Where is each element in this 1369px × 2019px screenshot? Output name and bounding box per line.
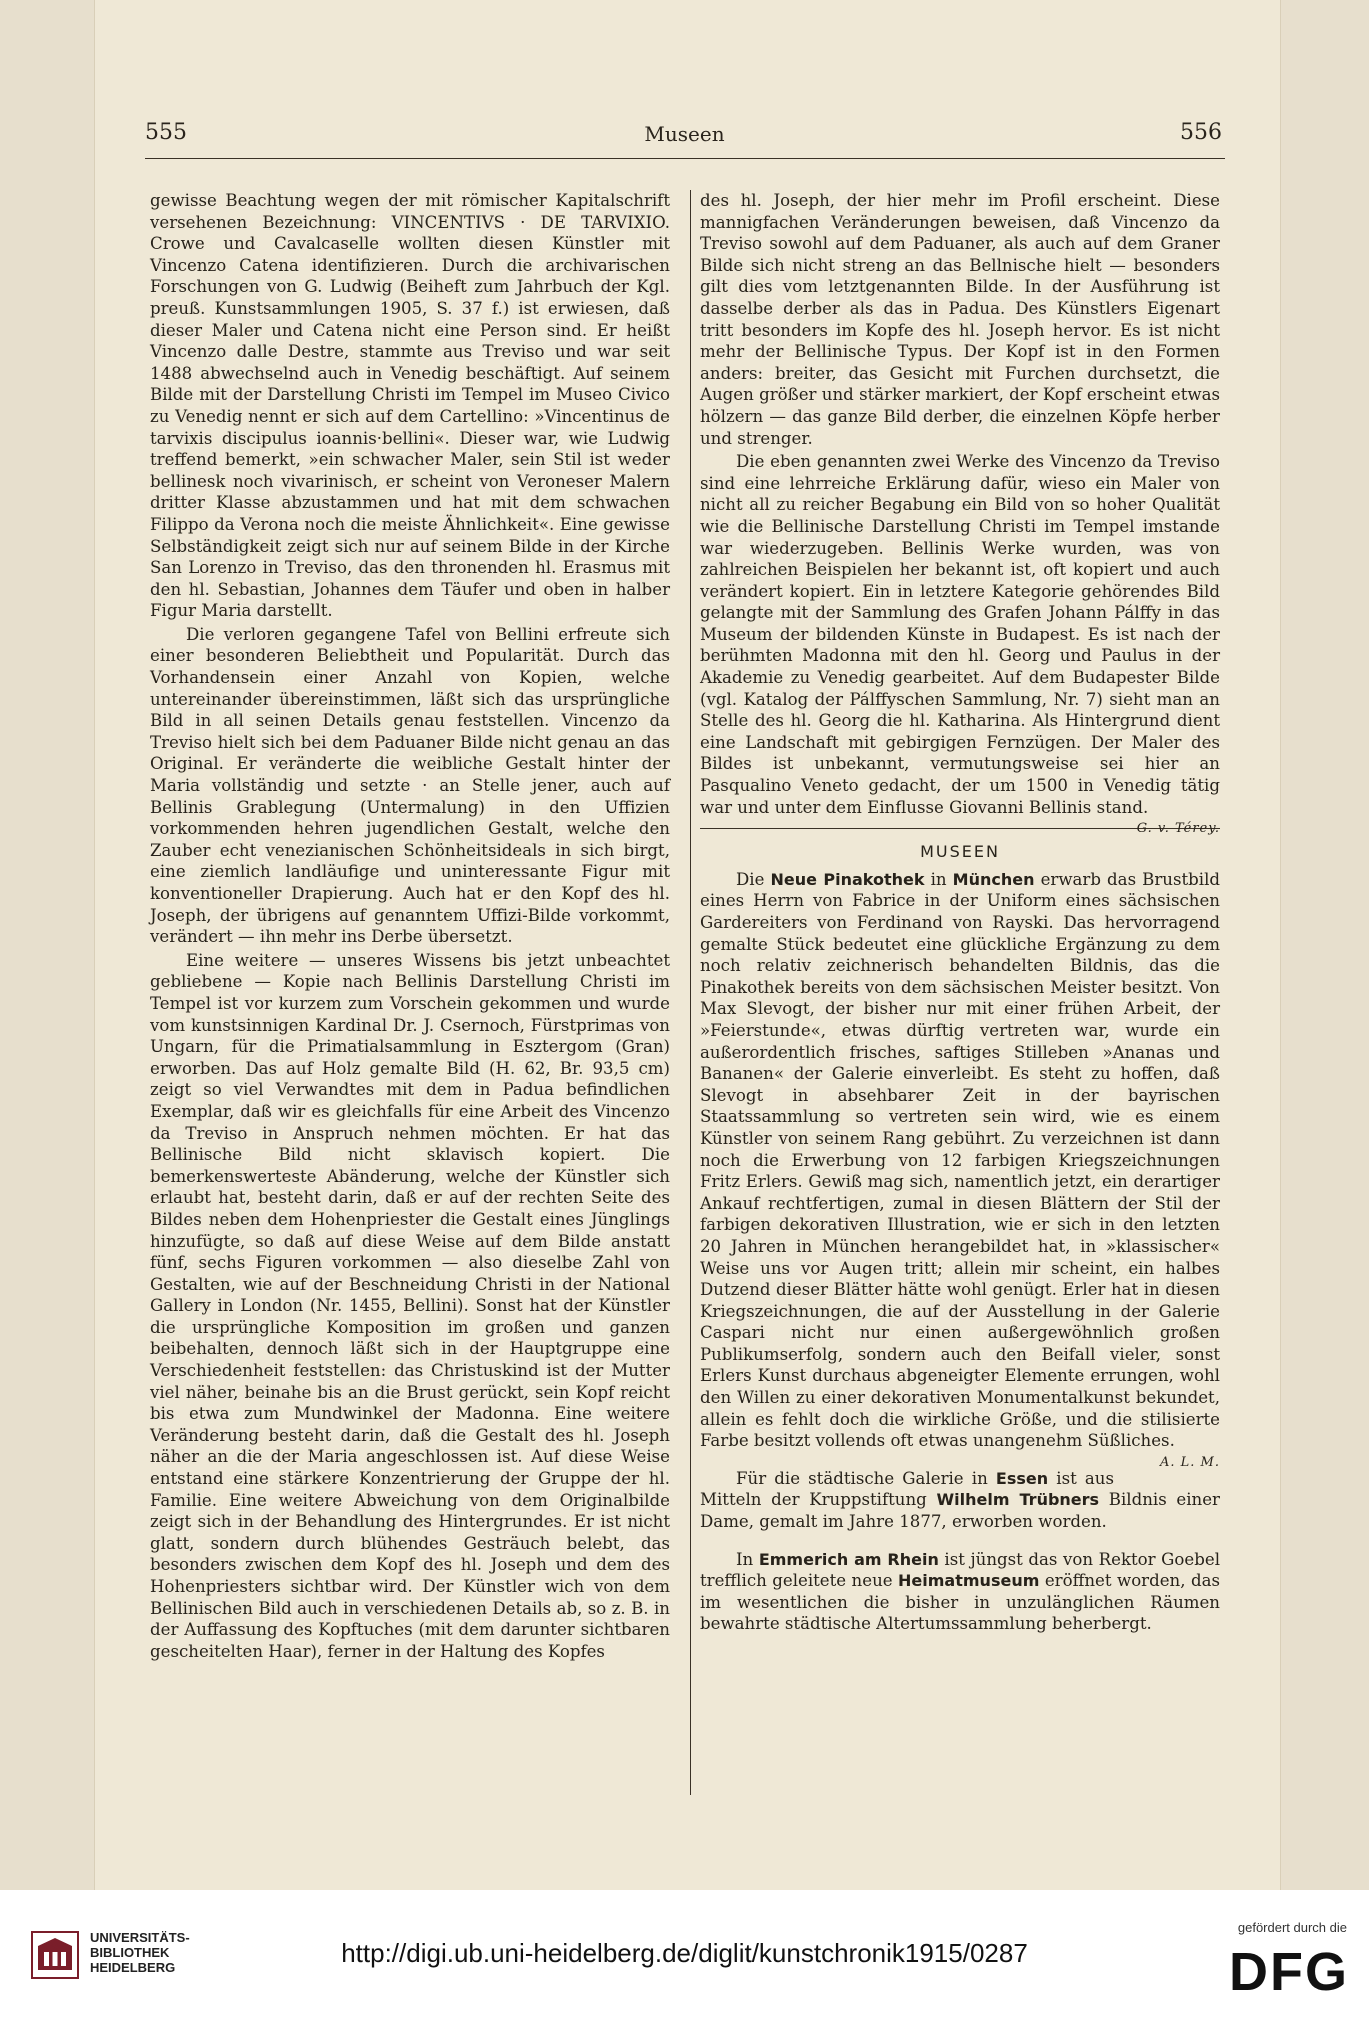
text: In (736, 1549, 759, 1569)
header-rule (145, 158, 1225, 159)
paragraph (700, 869, 1221, 1470)
paragraph: Eine weitere — unseres Wissens bis jetzt unbeachtet gebliebene — Kopie nach Bellinis Darstellung Christi im Tempel ist vor kurzem zum Vorschein gekommen und wurde vom kunstsinnigen Kardinal Dr. J. Csernoch, Fürstprimas von Ungarn, für die Primatialsammlung in Esztergom (Gran) erworben. Das auf Holz gemalte Bild (H. 62, Br. 93,5 cm) zeigt so viel Verwandtes mit dem in Padua befindlichen Exemplar, daß wir es gleichfalls für eine Arbeit des Vincenzo da Treviso in Anspruch nehmen möchten. Er hat das Bellinische Bild nicht sklavisch kopiert. Die bemerkenswerteste Abänderung, welche der Künstler sich erlaubt hat, besteht darin, daß er auf der rechten Seite des Bildes neben dem Hohenpriester die Gestalt eines Jünglings hinzufügte, so daß auf diese Weise auf dem Bilde anstatt fünf, sechs Figuren vorkommen — also dieselbe Zahl von Gestalten, wie auf der Beschneidung Christi in der National Gallery in London (Nr. 1455, Bellini). Sonst hat der Künstler die ursprüngliche Komposition im großen und ganzen beibehalten, dennoch läßt sich in der Hauptgruppe eine Verschiedenheit feststellen: das Christuskind ist der Mutter viel näher, beinahe bis an die Brust gerückt, sein Kopf reicht bis etwa zum Mundwinkel der Madonna. Eine weitere Veränderung besteht darin, daß die Gestalt des hl. Joseph näher an die der Maria angeschlossen ist. Auf diese Weise entstand eine stärkere Konzentrierung der Gruppe der hl. Familie. Eine weitere Abweichung von dem Originalbilde zeigt sich in der Behandlung des Hintergrundes. Er ist nicht glatt, sondern durch blühendes Gesträuch belebt, das besonders zwischen dem Kopf des hl. Joseph und dem des Hohenpriesters sichtbar wird. Der Künstler wich von dem Bellinischen Bild auch in verschiedenen Details ab, so z. B. in der Auffassung des Kopftuches (mit dem darunter sichtbaren gescheitelten Haar), ferner in der Haltung des Kopfes (150, 950, 670, 1661)
bold-term: Neue Pinakothek (770, 869, 925, 889)
text: ist aus Mitteln der Kruppstiftung (700, 1468, 1115, 1510)
bold-term: Wilhelm Trübners (936, 1490, 1100, 1510)
text: Für die städtische Galerie in (736, 1468, 996, 1488)
page-number-right: 556 (1180, 120, 1222, 145)
author-signature: G. v. Térey. (1136, 821, 1220, 837)
bold-term: Essen (995, 1468, 1049, 1488)
source-url-link[interactable]: http://digi.ub.uni-heidelberg.de/diglit/kunstchronik1915/0287 (341, 1938, 1028, 1968)
bold-term: Heimatmuseum (898, 1571, 1040, 1591)
dfg-logo: DFG (1229, 1942, 1349, 2002)
paragraph (700, 1468, 1220, 1533)
university-line: UNIVERSITÄTS- (90, 1930, 190, 1945)
paragraph: gewisse Beachtung wegen der mit römischer Kapitalschrift versehenen Bezeichnung: VINCENTIVS · DE TARVIXIO. Crowe und Cavalcaselle wollten diesen Künstler mit Vincenzo Catena identifizieren. Durch die archivarischen Forschungen von G. Ludwig (Beiheft zum Jahrbuch der Kgl. preuß. Kunstsammlungen 1905, S. 37 f.) ist erwiesen, daß dieser Maler und Catena nicht eine Person sind. Er heißt Vincenzo dalle Destre, stammte aus Treviso und war seit 1488 abwechselnd auch in Venedig beschäftigt. Auf seinem Bilde mit der Darstellung Christi im Tempel im Museo Civico zu Venedig nennt er sich auf dem Cartellino: »Vincentinus de tarvixis discipulus ioannis·bellini«. Dieser war, wie Ludwig treffend bemerkt, »ein schwacher Maler, sein Stil ist weder bellinesk noch vivarinisch, er scheint von Veroneser Malern dritter Klasse abzustammen und hat mit dem schwachen Filippo da Verona noch die meiste Ähnlichkeit«. Eine gewisse Selbständigkeit zeigt sich nur auf seinem Bilde in der Kirche San Lorenzo in Treviso, das den thronenden hl. Erasmus mit den hl. Sebastian, Johannes dem Täufer und oben in halber Figur Maria darstellt. (150, 191, 670, 621)
funding-note: gefördert durch die (1237, 1920, 1347, 1935)
right-column (700, 190, 1220, 1637)
footer-bar (0, 1890, 1369, 2019)
text: Bildnis einer Dame, gemalt im Jahre 1877, erworben worden. (700, 1490, 1220, 1532)
paragraph: Die verloren gegangene Tafel von Bellini erfreute sich einer besonderen Beliebtheit und Popularität. Durch das Vorhandensein einer Anzahl von Kopien, welche untereinander übereinstimmen, läßt sich das ursprüngliche Bild in all seinen Details genau feststellen. Vincenzo da Treviso hielt sich bei dem Paduaner Bilde nicht genau an das Original. Er veränderte die weibliche Gestalt hinter der Maria vollständig und setzte · an Stelle jener, auch auf Bellinis Grablegung (Untermalung) in den Uffizien vorkommenden hehren jugendlichen Gestalt, welche den Zauber echt venezianischen Schönheitsideals in sich birgt, eine ziemlich landläufige und uninteressante Figur mit konventioneller Drapierung. Auch hat er den Kopf des hl. Joseph, der übrigens auf genanntem Uffizi-Bilde vorkommt, verändert — ihn mehr ins Derbe übersetzt. (150, 624, 670, 947)
paragraph-text: Die eben genannten zwei Werke des Vincenzo da Treviso sind eine lehrreiche Erklärung dafür, wieso ein Maler von nicht all zu reicher Begabung ein Bild von so hoher Qualität wie die Bellinische Darstellung Christi im Tempel imstande war wiederzugeben. Bellinis Werke wurden, was von zahlreichen Beispielen her bekannt ist, oft kopiert und auch verändert kopiert. Ein in letztere Kategorie gehörendes Bild gelangte mit der Sammlung des Grafen Johann Pálffy in das Museum der bildenden Künste in Budapest. Es ist nach der berühmten Madonna mit den hl. Georg und Paulus in der Akademie zu Venedig gearbeitet. Auf dem Budapester Bilde (vgl. Katalog der Pálffyschen Sammlung, Nr. 7) sieht man an Stelle des hl. Georg die hl. Katharina. Als Hintergrund dient eine Landschaft mit gebirgigen Fernzügen. Der Maler des Bildes ist unbekannt, vermutungsweise sei hier an Pasqualino Veneto gedacht, der um 1500 in Venedig tätig war und unter dem Einflusse Giovanni Bellinis stand. (700, 452, 1220, 817)
text: erwarb das Brustbild eines Herrn von Fabrice in der Uniform eines sächsischen Gardereiters von Ferdinand von Rayski. Das hervorragend gemalte Stück bedeutet eine glückliche Ergänzung zu dem noch relativ zeichnerisch behandelten Bildnis, das die Pinakothek bereits von dem sächsischen Meister besitzt. Von Max Slevogt, der bisher nur mit einer frühen Arbeit, der »Feierstunde«, etwas dürftig vertreten war, wurde ein außerordentlich frisches, saftiges Stilleben »Ananas und Bananen« der Galerie einverleibt. Es steht zu hoffen, daß Slevogt in absehbarer Zeit in der bayrischen Staatssammlung so vertreten sein wird, wie es einem Künstler von seinem Rang gebührt. Zu verzeichnen ist dann noch die Erwerbung von 12 farbigen Kriegszeichnungen Fritz Erlers. Gewiß mag sich, namentlich jetzt, ein derartiger Ankauf rechtfertigen, zumal in diesen Blättern der Stil der farbigen dekorativen Illustration, wie er sich in den letzten 20 Jahren in München herangebildet hat, in »klassischer« Weise uns vor Augen tritt; allein mir scheint, ein halbes Dutzend dieser Blätter hätte wohl genügt. Erler hat in diesen Kriegszeichnungen, die auf der Ausstellung in der Galerie Caspari nicht nur einen außergewöhnlich großen Publikumserfolg, sondern auch den Beifall vieler, sonst Erlers Kunst durchaus abgeneigter Elemente errungen, wohl den Willen zu einer dekorativen Monumentalkunst bekundet, allein es fehlt doch die wirkliche Größe, und die stilisierte Farbe besitzt vollends oft etwas unangenehm Süßliches. (700, 869, 1221, 1451)
paragraph: des hl. Joseph, der hier mehr im Profil erscheint. Diese mannigfachen Veränderungen beweisen, daß Vincenzo da Treviso sowohl auf dem Paduaner, als auch auf dem Graner Bilde sich nicht streng an das Bellnische hielt — besonders gilt dies vom letztgenannten Bilde. In der Ausführung ist dasselbe derber als das in Padua. Des Künstlers Eigenart tritt besonders im Kopfe des hl. Joseph hervor. Es ist nicht mehr der Bellinische Typus. Der Kopf ist in den Formen anders: breiter, das Gesicht mit Furchen durchsetzt, die Augen größer und stärker markiert, der Kopf erscheint etwas hölzern — das ganze Bild derber, die einzelnen Köpfe herber und strenger. (700, 191, 1220, 448)
section-title: MUSEEN (920, 842, 1000, 862)
university-line: HEIDELBERG (90, 1960, 176, 1975)
text: in (924, 869, 953, 889)
left-column (150, 190, 670, 1664)
page-number-left: 555 (145, 120, 187, 145)
author-signature: A. L. M. (1160, 1454, 1220, 1470)
text: Die (736, 869, 771, 889)
paragraph (700, 451, 1220, 837)
running-title: Museen (644, 122, 725, 146)
text: ist jüngst das von Rektor Goebel trefflich geleitete neue (700, 1549, 1220, 1591)
text: eröffnet worden, das im wesentlichen die bisher in unzulänglichen Räumen bewahrte städtische Altertumssammlung beherbergt. (700, 1571, 1220, 1634)
column-divider (690, 190, 691, 1795)
bold-term: München (952, 869, 1035, 889)
bold-term: Emmerich am Rhein (758, 1549, 939, 1569)
paragraph (700, 1549, 1220, 1635)
university-line: BIBLIOTHEK (90, 1945, 170, 1960)
